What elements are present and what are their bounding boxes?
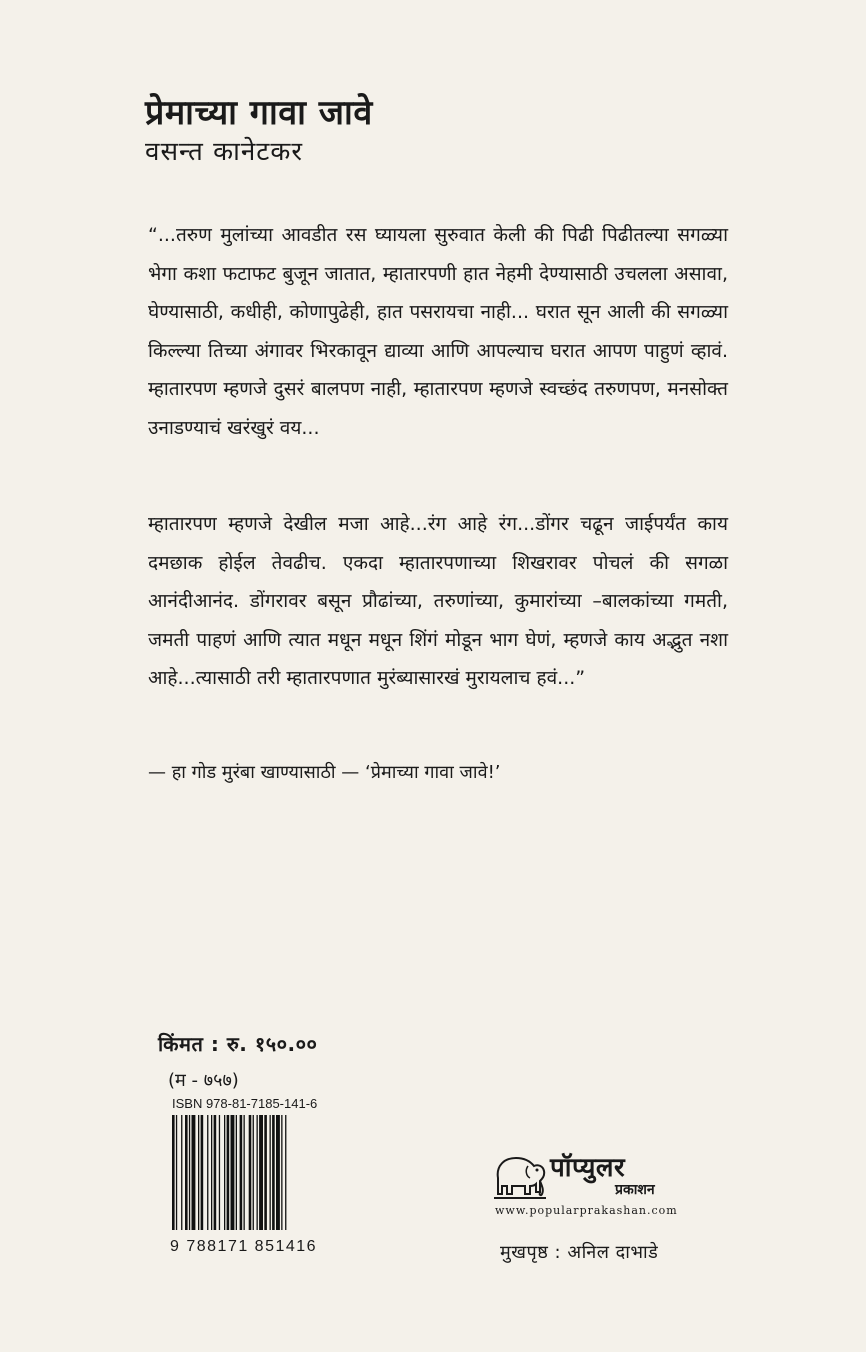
blurb-text-1: “...तरुण मुलांच्या आवडीत रस घ्यायला सुरुवात केली की पिढी पिढीतल्या सगळ्या भेगा कशा फटाफट बुजून जातात, म्हातारपणी हात नेहमी देण्यासाठी उचलला असावा, घेण्यासाठी, कधीही, कोणापुढेही, हात पसरायचा नाही... घरात सून आली की सगळ्या किल्ल्या तिच्या अंगावर भिरकावून द्याव्या आणि आपल्याच घरात आपण पाहुणं व्हावं. म्हातारपण म्हणजे दुसरं बालपण नाही, म्हातारपण म्हणजे स्वच्छंद तरुणपण, मनसोक्त उनाडण्याचं खरंखुरं वय... [148,224,728,439]
cover-credit: मुखपृष्ठ : अनिल दाभाडे [500,1242,659,1263]
book-title: प्रेमाच्या गावा जावे [145,93,373,133]
blurb-tagline: — हा गोड मुरंबा खाण्यासाठी — ‘प्रेमाच्या गावा जावे!’ [148,762,501,783]
publisher-name: पॉप्युलर [550,1153,626,1183]
barcode [170,1115,330,1230]
price-label: किंमत : रु. १५०.०० [158,1032,318,1056]
elephant-icon [490,1148,548,1200]
isbn-label: ISBN 978-81-7185-141-6 [172,1096,318,1111]
publisher-url: www.popularprakashan.com [495,1204,678,1217]
catalog-code: (म - ७५७) [168,1070,239,1091]
publisher-logo [490,1148,730,1220]
book-author: वसन्त कानेटकर [145,137,303,167]
blurb-paragraph-2 [148,505,728,698]
blurb-text-2: म्हातारपण म्हणजे देखील मजा आहे...रंग आहे रंग...डोंगर चढून जाईपर्यंत काय दमछाक होईल तेवढीच. एकदा म्हातारपणाच्या शिखरावर पोचलं की सगळा आनंदीआनंद. डोंगरावर बसून प्रौढांच्या, तरुणांच्या, कुमारांच्या –बालकांच्या गमती, जमती पाहणं आणि त्यात मधून मधून शिंगं मोडून भाग घेणं, म्हणजे काय अद्भुत नशा आहे...त्यासाठी तरी म्हातारपणात मुरंब्यासारखं मुरायलाच हवं...” [148,513,728,689]
barcode-digits: 9 788171 851416 [170,1238,318,1255]
blurb-paragraph-1 [148,216,728,447]
publisher-subtitle: प्रकाशन [615,1182,655,1198]
barcode-icon [170,1115,330,1230]
